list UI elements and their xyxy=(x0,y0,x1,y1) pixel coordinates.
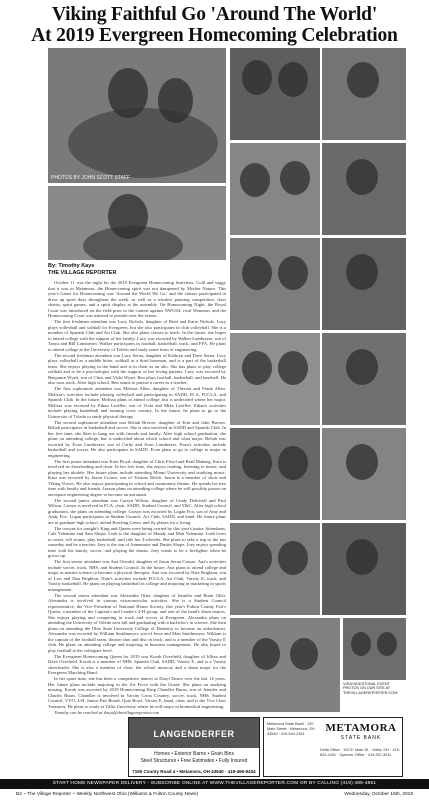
byline xyxy=(48,263,228,277)
ad-address: 7150 County Road 4 • Metamora, OH 43540 · 419-466-6434 xyxy=(132,769,256,774)
article-paragraph: The second freshman attendant was Lucy Serna, daughter of Kathryn and Dave Serna. Lucy plays volleyball as a middle hitter, softball as a third baseman, and is a part of the basketball team. She enjoys playing in the band and is in choir as an alto. She has plans to play college softball and to be a psychologist with the support of her loving parents. Lucy was escorted by Benjamin Wyatt, son of Chris and Vicki Wyatt. Ben plays football, basketball, and baseball. He also runs track. After high school, Ben wants to pursue a career as a teacher. xyxy=(48,352,226,385)
photo-attendants-11 xyxy=(230,523,320,615)
article-body xyxy=(48,280,226,755)
article-paragraph: The first freshman attendant was Lucy Nichols, daughter of Brett and Katie Nichols. Lucy plays volleyball and softball for Evergreen, but she also participates in club volleyball. She is a member of Spanish Club and Art Club. She also plans classes to teach. In the future, she hopes to attend college with the support of her family. Lucy was escorted by Walker Lumbrezer, son of Tanya and Bill Lumbrezer. Walker participates in football, basketball, track, and FFA. He plans to attend college at the University of Toledo and study some form of engineering. xyxy=(48,319,226,352)
subscribe-bar[interactable]: START HOME NEWSPAPER DELIVERY - SUBSCRIBE ONLINE AT WWW.THEVILLAGEREPORTER.COM OR BY CALLING (419) 485-4851 xyxy=(0,779,429,789)
ad-metamora-state-bank[interactable] xyxy=(263,717,403,777)
byline-outlet: THE VILLAGE REPORTER xyxy=(48,270,117,276)
headline-line-2: At 2019 Evergreen Homecoming Celebration xyxy=(31,25,398,46)
article-paragraph: The second junior attendant was Carsyn Wilson, daughter of Cindy Deltcheff and Paul Wilson. Carsyn is involved in FCA, choir, SADD, Student Council, and Y&C. After high school graduation, she plans on attending college. Carsyn was escorted by Logan Fox, son of Amy and Andy Fox. Logan participates in Student Council, Art Club, SADD, and band. He future plans are to graduate high school, attend Bowling Green, and fly planes for a living. xyxy=(48,497,226,525)
headline-line-1: Viking Faithful Go 'Around The World' xyxy=(51,4,378,25)
article-paragraph: The crowns for tonight's King and Queen were being carried by this year's junior Attendants, Cale Valentine and Sam Shope. Leah is the daughter of Mandy and Matt Valentine. Leah loves to swim, roll stones, play basketball, and ride her 4-wheeler. She plans to take a trip to the fair someday and be a teacher. Joey is the son of Annemarie and Dustin Shope. Joey enjoys spending time with his family, soccer, and playing the drums. Joey wants to be a firefighter when he grows up. xyxy=(48,525,226,558)
bank-branch-info: Metamora State Bank · 120 Main Street · Metamora, OH 43540 · 419-644-2351 xyxy=(267,722,315,736)
article-paragraph: The second sophomore attendant was Beliah Brewer, daughter of Erin and John Brewer. Beliah participates in basketball and soccer. She is also involved in SADD and Spanish Club. In her free time, she likes to hang out with friends and family. After high school graduation, she plans on attending college, but is undecided about which school and what major. Beliah was escorted by Evan Lumbrezer, son of Cathy and Scott Lumbrezer. Evan's activities include basketball and soccer. He also participates in SADD. Evan plans to go to college to major in engineering. xyxy=(48,419,226,458)
photo-attendants-9 xyxy=(230,428,320,520)
photo-portrait-1 xyxy=(48,186,226,260)
photo-children xyxy=(230,618,340,712)
photo-attendants-5 xyxy=(230,238,320,330)
article-paragraph: In her spare time, she has been a competitive dancer at Daryl Dance over the last 14 years. Her future plans include majoring in the Air Force with the Guard. She plans on studying nursing. Korah was escorted by 2019 Homecoming King Chandler Burns, son of Jennifer and Charles Burns. Chandler is involved in Varsity Cross Country, soccer, track, NHS, Student Council, VYO, 4-H, Junior Fair Board, Quiz Bowl, Varsity E, band, choir, and is the Vice Class Treasurer. He plans to study at Tiffin University where he will major in biomedical engineering. xyxy=(48,676,226,709)
article-paragraph: The Evergreen Homecoming Queen for 2019 was Korah Overfield, daughter of Jillian and Dave Overfield. Korah is a member of NHS, Spanish Club, SADD, Varsity E, and is a Varsity cheerleader. She is also a member of choir, the school musical, and a drum major for the Evergreen Marching Band. xyxy=(48,653,226,675)
article-paragraph: The first sophomore attendant was Melissa Allen, daughter of Theresa and Frank Allen. Melissa's activities include playing volleyball and participating in SADD, FCA, FCCLA, and Spanish Club. In the future, Melissa plans to attend college, but is undecided where her major. Melissa was escorted by Ethan Leoffler, son of Vicki and Mike Leoffler. Ethan's activities include playing basketball and running cross country. In the future, he plans to go to the University of Toledo to study physical therapy. xyxy=(48,386,226,419)
photo-king-queen xyxy=(230,48,320,140)
photo-attendant-2 xyxy=(322,48,406,140)
ad-tagline-2: Steel Structures • Free Estimates • Fully Insured xyxy=(140,758,248,764)
article-footer: Timothy can be reached at tkays@thevillagereporter.com xyxy=(54,709,159,715)
bank-branch-info-2: Delta Office · 100 E. Main St. · Delta, OH · 419-822-4431 · Spencer Office · 419-337-3031 xyxy=(320,748,401,757)
photo-attendants-10 xyxy=(322,428,406,520)
photo-attendants-12 xyxy=(322,523,406,615)
article-paragraph: The first junior attendant was Kara Floyd, daughter of Chris Floyd and Brad Mahaeg. Kara is involved in cheerleading and choir. In her free time, she enjoys reading, listening to music, and playing her ukulele. Her future plans include attending Miami University and studying music. Kara was escorted by Jaxon Crouse, son of Tristina Welch. Jaxon is a member of choir and Viking Voices. He also enjoys participating in school and community theater. He spends his free time with family and friends. Jaxson plans on attending college where he will possibly pursue an aerospace engineering degree to become an astronaut. xyxy=(48,458,226,497)
photo-attendants-7 xyxy=(230,333,320,425)
photo-court-small xyxy=(343,618,406,680)
headline xyxy=(0,4,429,46)
photo-attendants-8 xyxy=(322,333,406,425)
footer-date: Wednesday, October 16th, 2019 xyxy=(344,792,413,797)
article-paragraph: The first senior attendant was Ana Oswald, daughter of Jason Serna Crouse. Ana's activities include soccer, track, NHS, and Student Council. In the future, Ana plans to attend college and major in marine science to become a physical therapist. Ana was escorted by Nate Brighton, son of Lori and Dan Brighton. Nate's activities include FCCLA, Art Club, Varsity E, track, and Varsity basketball. He plans on playing basketball in college and majoring in marketing in sports management. xyxy=(48,559,226,592)
photo-credit: PHOTOS BY JOHN SCOTT STAFF xyxy=(51,175,131,181)
bank-subtitle: STATE BANK xyxy=(340,735,382,741)
ad-brand: LANGENDERFER xyxy=(153,729,235,739)
photo-crowd-walk xyxy=(48,48,226,183)
photo-attendants-6 xyxy=(322,238,406,330)
byline-author: By: Timothy Kays xyxy=(48,263,95,269)
photo-caption-small: VIEW ADDITIONAL EVENT PHOTOS ON OUR SITE AT THEVILLAGEREPORTER.COM xyxy=(343,682,398,695)
bank-logo: METAMORA xyxy=(325,722,397,734)
article-paragraph: October 11 was the night for the 2019 Evergreen Homecoming festivities. Cold and soggy that it was in Metamora, the Homecoming spirit was not dampened by Mother Nature. This year's Game for Homecoming was 'Around the World We Go,' and the classes participated in dress up spirit days throughout the week, as well as a window painting competition, class chants, spirit games, and a spirit display at the assembly. On Homecoming Night, the Royal Court was introduced on the field prior to the contest against NWOAL rival Wauseon, and the Homecoming Court was ushered to preside over the events. xyxy=(48,280,226,318)
ad-tagline-1: Homes • Exterior Barns • Grain Bins xyxy=(154,751,234,757)
article-paragraph: The second senior attendant was Alexandra Oiler, daughter of Jennifer and Brent Oiler. Alexandra is involved in various extracurricular activities. She is a Student Council representative, the Vice President of National Honor Society, this year's Fulton County Fair's Queen, a member of the Captain's and Leader's 4-H group, and one of the band's drum majors. She enjoys playing and competing in track and soccer at Evergreen. Alexandra plans on attending the University of Toledo next fall and graduating with a bachelor's in science. She then plans on attending the Ohio State University College of Dentistry to become an orthodontist. Alexandra was escorted by William Smithmeyer, son of Jesse and Matt Smithmeyer. William is the captain of the football team, thrown shot and disc in track, and is a member of the Varsity E club. He plans on attending college and majoring in business management. He also hopes to play football at the collegiate level. xyxy=(48,592,226,653)
ad-langenderfer[interactable] xyxy=(128,717,260,777)
photo-attendants-4 xyxy=(322,143,406,235)
photo-attendants-3 xyxy=(230,143,320,235)
footer-left: B2 ~ The Village Reporter ~ Weekly Northwest Ohio (Williams & Fulton County News) xyxy=(16,792,199,797)
page-footer xyxy=(0,790,429,800)
